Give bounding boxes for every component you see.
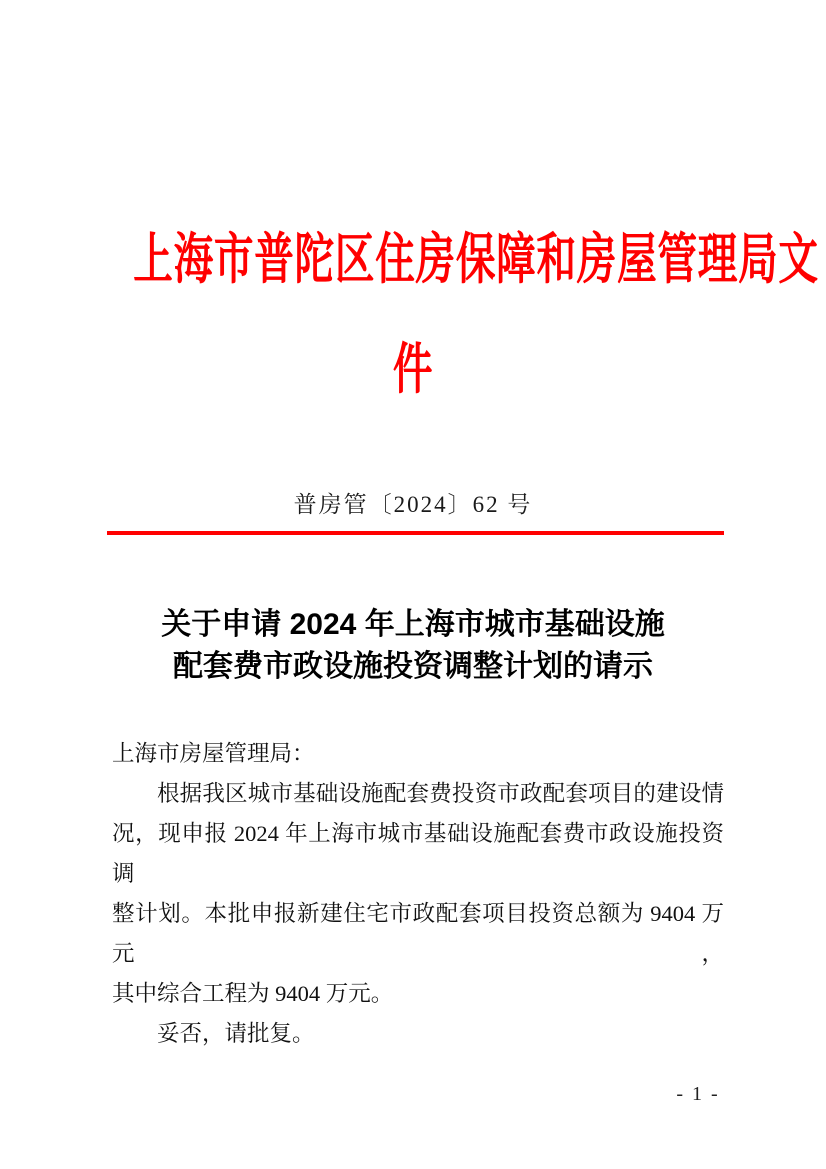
letterhead-title-text-1: 上海市普陀区住房保障和房屋管理局文 (133, 229, 819, 290)
closing-line: 妥否，请批复。 (157, 1021, 315, 1046)
letterhead-title-text-2: 件 (392, 339, 434, 400)
letterhead (0, 205, 826, 425)
letterhead-title-line2 (0, 315, 826, 425)
document-number: 普房管〔2024〕62 号 (293, 492, 533, 517)
paragraph-line: 整计划。本批申报新建住宅市政配套项目投资总额为 9404 万元， (112, 901, 724, 966)
paragraph-line: 其中综合工程为 9404 万元。 (112, 981, 394, 1006)
document-title (0, 604, 826, 688)
document-title-line1: 关于申请 2024 年上海市城市基础设施 (161, 608, 665, 641)
letterhead-divider-rule (107, 531, 724, 535)
letterhead-title-line1 (0, 205, 826, 315)
document-body (112, 734, 724, 1054)
salutation: 上海市房屋管理局： (112, 741, 315, 766)
document-title-line2: 配套费市政设施投资调整计划的请示 (173, 650, 653, 683)
page-number: - 1 - (676, 1083, 720, 1105)
paragraph-line: 况，现申报 2024 年上海市城市基础设施配套费市政设施投资调 (112, 821, 724, 886)
paragraph-line: 根据我区城市基础设施配套费投资市政配套项目的建设情 (157, 781, 724, 806)
